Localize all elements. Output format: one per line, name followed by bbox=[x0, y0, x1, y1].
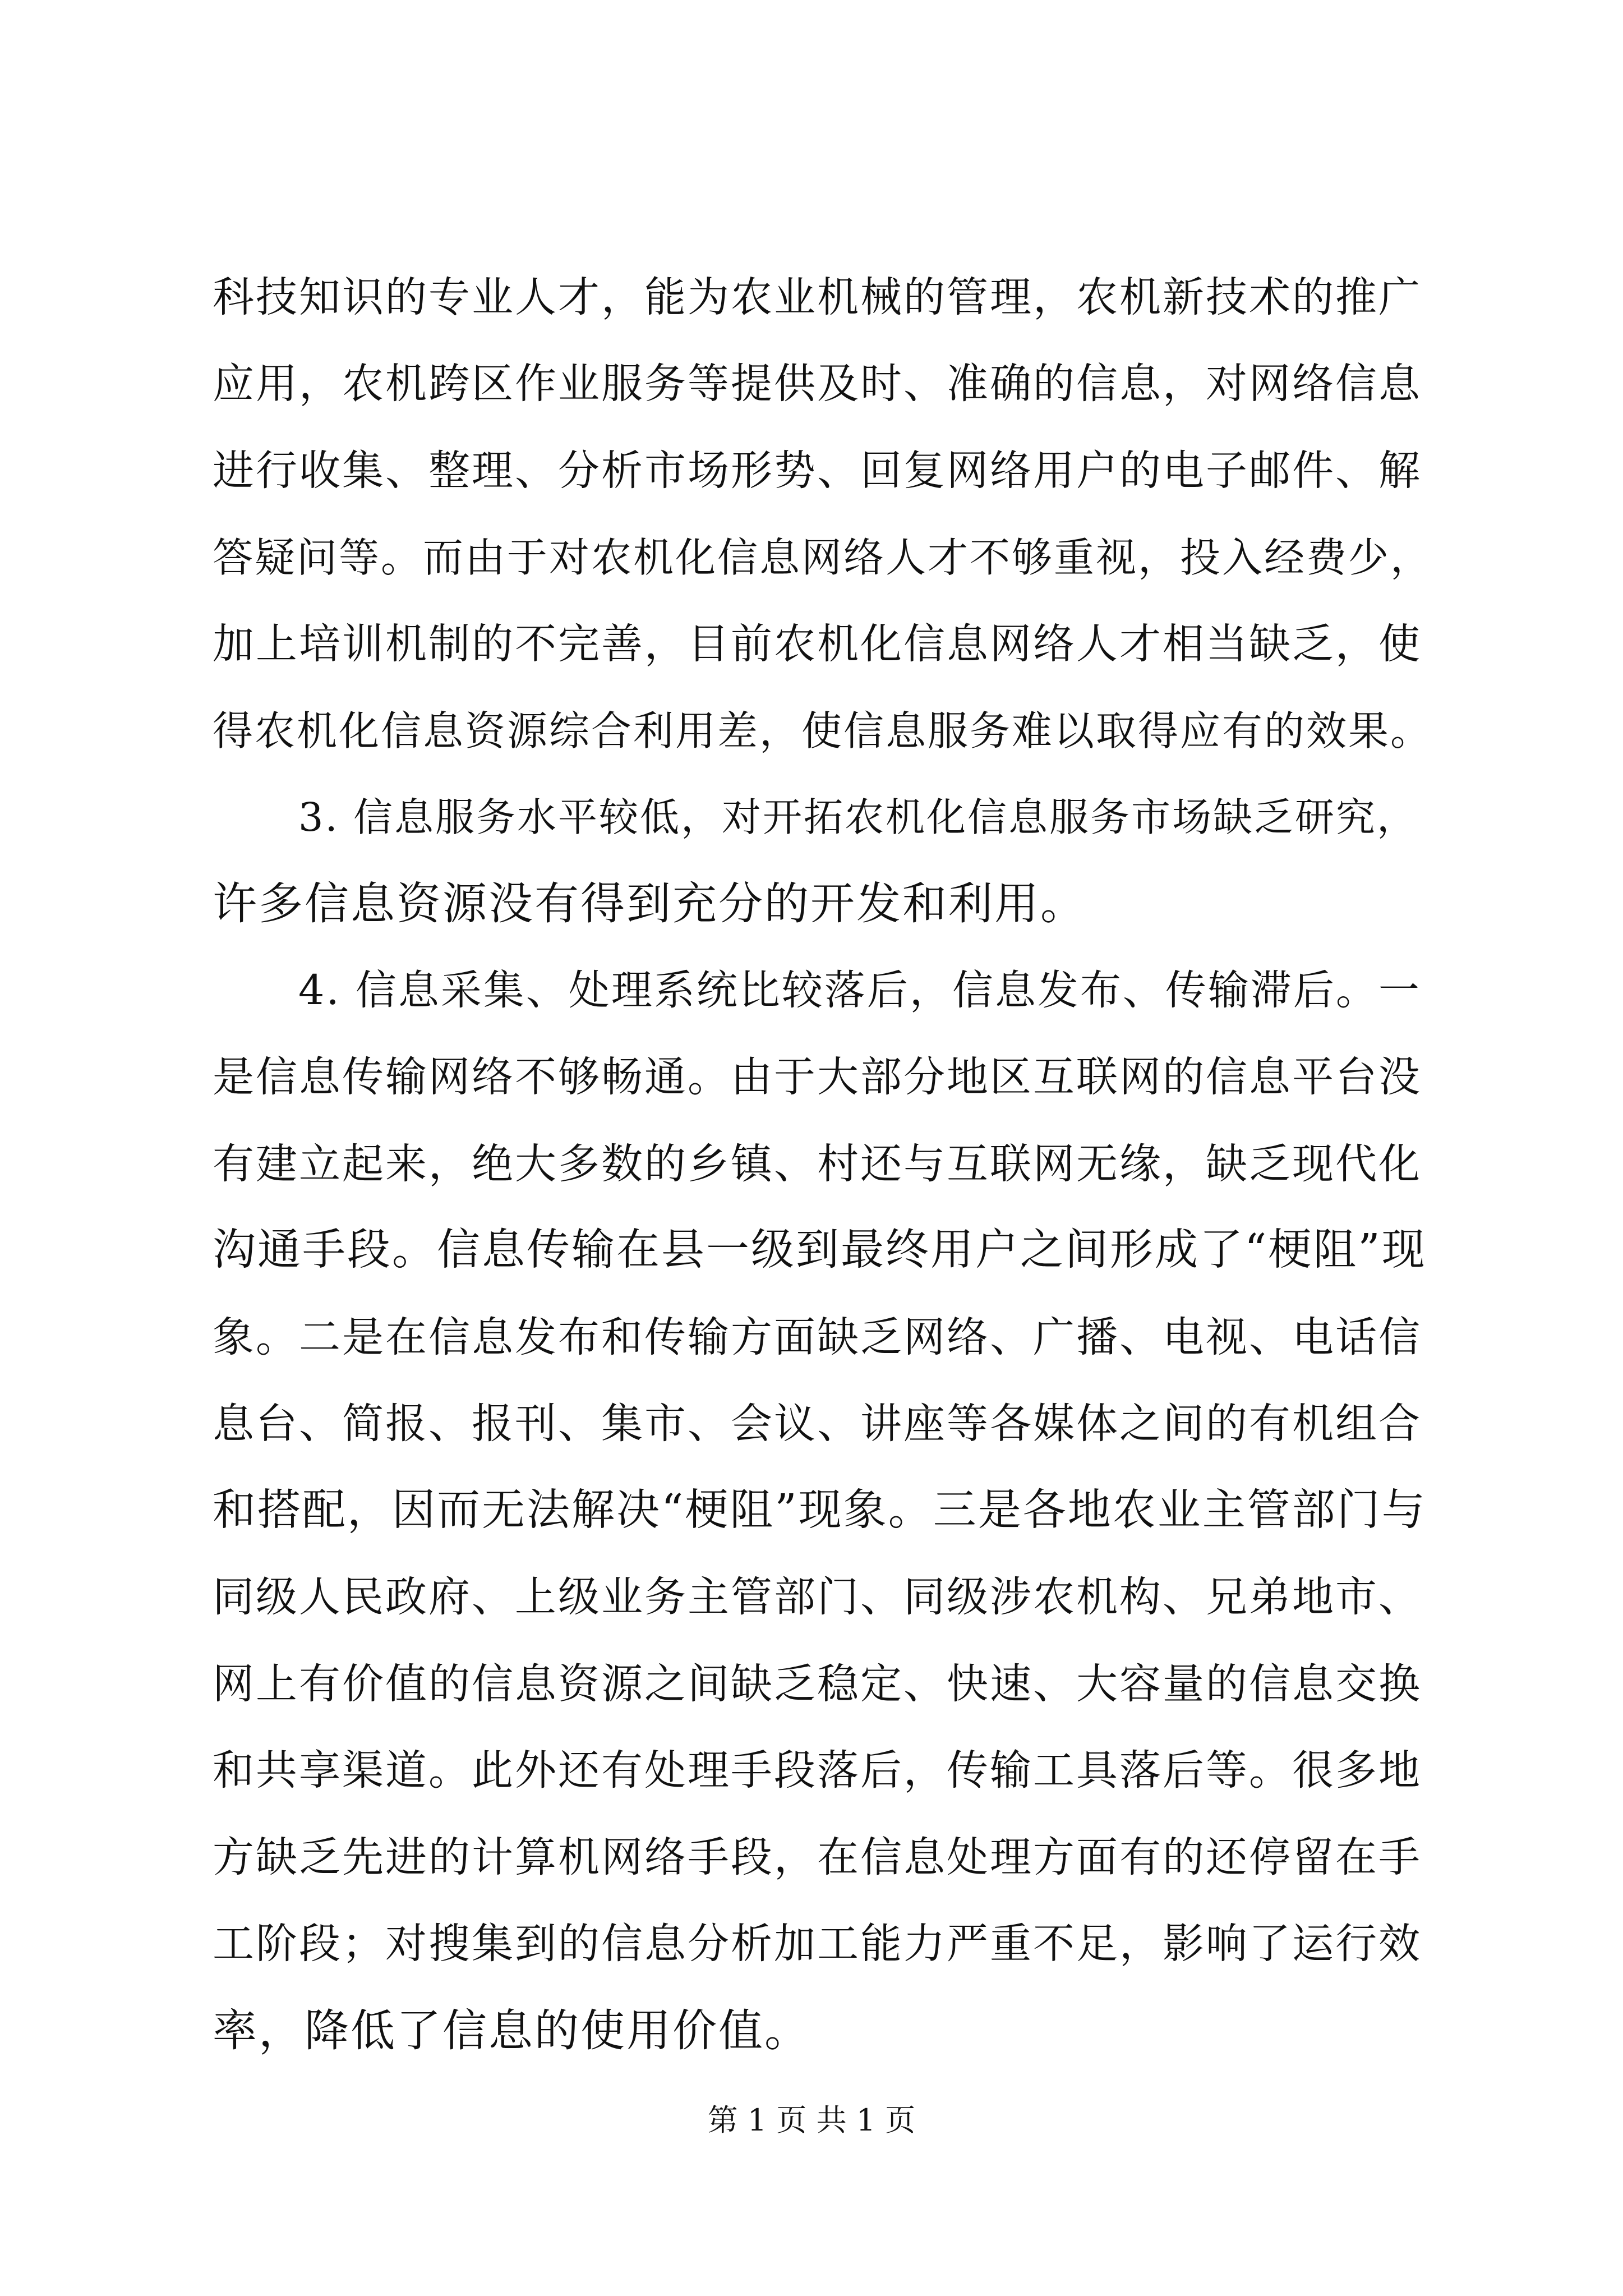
text-line: 答疑问等。而由于对农机化信息网络人才不够重视，投入经费少， bbox=[213, 534, 1433, 581]
text-line: 有建立起来，绝大多数的乡镇、村还与互联网无缘，缺乏现代化 bbox=[213, 1140, 1422, 1188]
text-line: 工阶段；对搜集到的信息分析加工能力严重不足，影响了运行效 bbox=[213, 1920, 1422, 1968]
text-line: 方缺乏先进的计算机网络手段，在信息处理方面有的还停留在手 bbox=[213, 1833, 1422, 1881]
text-line: 同级人民政府、上级业务主管部门、同级涉农机构、兄弟地市、 bbox=[213, 1573, 1422, 1621]
text-line: 率，降低了信息的使用价值。 bbox=[213, 2005, 810, 2056]
text-line: 应用，农机跨区作业服务等提供及时、准确的信息，对网络信息 bbox=[213, 360, 1422, 408]
text-line: 3. 信息服务水平较低，对开拓农机化信息服务市场缺乏研究， bbox=[298, 794, 1418, 840]
text-line: 科技知识的专业人才，能为农业机械的管理，农机新技术的推广 bbox=[213, 273, 1422, 321]
text-line: 和共享渠道。此外还有处理手段落后，传输工具落后等。很多地 bbox=[213, 1746, 1422, 1795]
text-line: 得农机化信息资源综合利用差，使信息服务难以取得应有的效果。 bbox=[213, 707, 1433, 754]
text-line: 进行收集、整理、分析市场形势、回复网络用户的电子邮件、解 bbox=[213, 447, 1422, 495]
text-line: 4. 信息采集、处理系统比较落后，信息发布、传输滞后。一 bbox=[298, 967, 1421, 1014]
page-number: 第 1 页 共 1 页 bbox=[707, 2102, 916, 2138]
text-line: 是信息传输网络不够畅通。由于大部分地区互联网的信息平台没 bbox=[213, 1053, 1422, 1101]
text-line: 网上有价值的信息资源之间缺乏稳定、快速、大容量的信息交换 bbox=[213, 1660, 1422, 1708]
text-line: 加上培训机制的不完善，目前农机化信息网络人才相当缺乏，使 bbox=[213, 620, 1422, 668]
text-line: 息台、简报、报刊、集市、会议、讲座等各媒体之间的有机组合 bbox=[213, 1400, 1422, 1448]
text-line: 象。二是在信息发布和传输方面缺乏网络、广播、电视、电话信 bbox=[213, 1313, 1422, 1361]
text-line: 许多信息资源没有得到充分的开发和利用。 bbox=[213, 878, 1086, 930]
text-line: 沟通手段。信息传输在县一级到最终用户之间形成了“梗阻”现 bbox=[213, 1225, 1427, 1275]
text-line: 和搭配，因而无法解决“梗阻”现象。三是各地农业主管部门与 bbox=[213, 1485, 1427, 1535]
